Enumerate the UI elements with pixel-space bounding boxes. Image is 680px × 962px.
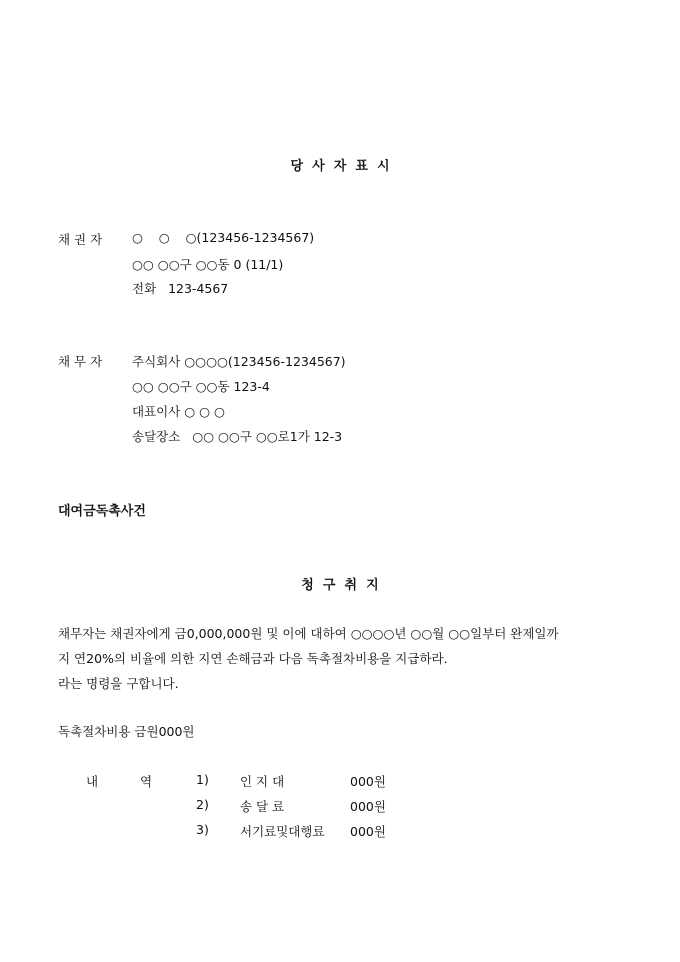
claim-text-line-3: 라는 명령을 구합니다.: [58, 676, 179, 691]
breakdown-item-num: 1): [196, 772, 209, 787]
creditor-label: 채 권 자: [58, 232, 103, 247]
claim-text-line-1: 채무자는 채권자에게 금0,000,000원 및 이에 대하여 ○○○○년 ○○월 ○○일부터 완제일까: [58, 626, 559, 641]
document-title-claim: 청 구 취 지: [301, 578, 379, 593]
breakdown-item-amount: 000원: [350, 799, 386, 814]
creditor-phone: 전화 123-4567: [132, 281, 229, 296]
creditor-address: ○○ ○○구 ○○동 0 (11/1): [132, 257, 284, 272]
debtor-name-id: 주식회사 ○○○○(123456-1234567): [132, 354, 346, 369]
claim-text-line-2: 지 연20%의 비율에 의한 지연 손해금과 다음 독촉절차비용을 지급하라.: [58, 651, 448, 666]
creditor-name-id: ○ ○ ○(123456-1234567): [132, 230, 315, 245]
debtor-representative: 대표이사 ○ ○ ○: [132, 404, 225, 419]
debtor-address: ○○ ○○구 ○○동 123-4: [132, 379, 270, 394]
breakdown-item-amount: 000원: [350, 774, 386, 789]
breakdown-item-num: 3): [196, 822, 209, 837]
breakdown-item-name: 인 지 대: [240, 774, 285, 789]
breakdown-label-b: 역: [140, 774, 153, 789]
document-title-parties: 당 사 자 표 시: [290, 159, 390, 174]
case-name: 대여금독촉사건: [58, 504, 146, 519]
cost-total: 독촉절차비용 금원000원: [58, 724, 195, 739]
debtor-service-address: 송달장소 ○○ ○○구 ○○로1가 12-3: [132, 429, 343, 444]
breakdown-item-name: 송 달 료: [240, 799, 285, 814]
debtor-label: 채 무 자: [58, 354, 103, 369]
breakdown-item-num: 2): [196, 797, 209, 812]
breakdown-item-amount: 000원: [350, 824, 386, 839]
breakdown-item-name: 서기료및대행료: [240, 824, 325, 839]
breakdown-label-a: 내: [86, 774, 99, 789]
